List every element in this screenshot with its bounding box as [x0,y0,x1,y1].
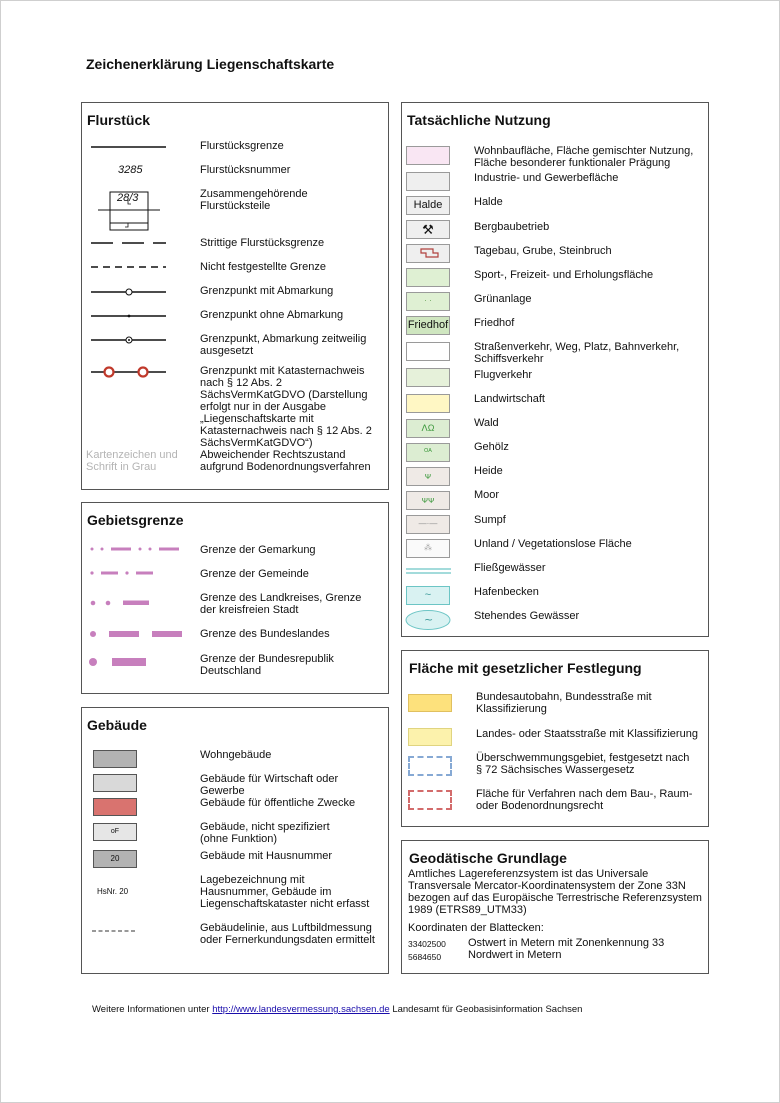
legend-grenzpunkt-mit-abmarkung: Grenzpunkt mit Abmarkung [200,285,334,297]
swatch-tagebau [406,244,450,263]
legend-flurstuecksteile: Zusammengehörende Flurstücksteile [200,188,308,212]
legend-strassenverkehr: Straßenverkehr, Weg, Platz, Bahnverkehr, Schiffsverkehr [474,341,680,365]
grey-sample: Kartenzeichen und Schrift in Grau [86,449,178,473]
legend-fliessgewaesser: Fließgewässer [474,562,546,574]
legend-moor: Moor [474,489,500,501]
swatch-verfahren [408,790,452,810]
swatch-oeffentlich [93,798,137,816]
north-value: 5684650 [408,952,442,962]
legend-unland: Unland / Vegetationslose Fläche [474,538,632,550]
hsnr-sample: HsNr. 20 [97,887,129,896]
flurstueck-symbols [88,135,208,535]
legend-friedhof: Friedhof [474,317,515,329]
fliessgewaesser-symbol [406,566,456,576]
legend-landesstrasse: Landes- oder Staatsstraße mit Klassifizierung [476,728,698,740]
swatch-autobahn [408,694,452,712]
tagebau-icon [408,245,448,261]
legend-nicht-festgestellte-grenze: Nicht festgestellte Grenze [200,261,326,273]
swatch-wohngebaeude [93,750,137,768]
legend-oeffentlich: Gebäude für öffentliche Zwecke [200,797,356,809]
legend-stehendes-gewaesser: Stehendes Gewässer [474,610,580,622]
bundesrepublik-line [89,658,146,666]
legend-gemeinde: Grenze der Gemeinde [200,568,309,580]
legend-grenzpunkt-katasternachweis: Grenzpunkt mit Katasternachweis nach § 12 Abs. 2 SächsVermKatGDVO (Darstellung erfolgt nur in der Ausgabe „Liegenschaftskarte mit Katasternachweis nach § 12 Abs. 2 SächsVermKatGDVO“) [200,365,372,449]
legend-grenzpunkt-zeitweilig: Grenzpunkt, Abmarkung zeitweilig ausgesetzt [200,333,367,357]
swatch-gehoelz: ᴼᴬ [406,443,450,462]
swatch-ueberschwemmung [408,756,452,776]
page-title: Zeichenerklärung Liegenschaftskarte [86,56,335,72]
nutzung-heading: Tatsächliche Nutzung [407,112,551,128]
gebaeude-heading: Gebäude [87,717,147,733]
building-line-symbol [90,928,150,934]
legend-hausnummer: Gebäude mit Hausnummer [200,850,333,862]
swatch-moor: ᴪᴪ [406,491,450,510]
legend-heide: Heide [474,465,503,477]
legend-verfahren: Fläche für Verfahren nach dem Bau-, Raum- oder Bodenordnungsrecht [476,788,693,812]
legend-sport: Sport-, Freizeit- und Erholungsfläche [474,269,654,281]
legend-landkreis: Grenze des Landkreises, Grenze der kreisfreien Stadt [200,592,362,616]
legend-wirtschaft: Gebäude für Wirtschaft oder Gewerbe [200,773,339,797]
legend-lagebezeichnung: Lagebezeichnung mit Hausnummer, Gebäude im Liegenschaftskataster nicht erfasst [200,874,370,910]
swatch-wirtschaft [93,774,137,792]
east-value: 33402500 [408,939,446,949]
bundesland-line [90,631,182,637]
swatch-landesstrasse [408,728,452,746]
gebietsgrenze-symbols [85,538,195,678]
legend-bergbau: Bergbaubetrieb [474,221,550,233]
geodaetisch-paragraph: Amtliches Lagereferenzsystem ist das Universale Transversale Mercator-Koordinatensystem der Zone 33N bezogen auf das Europäische Terrestrische Referenzsystem 1989 (ETRS89_UTM33) [408,868,702,916]
swatch-gruenanlage: · · [406,292,450,311]
swatch-friedhof: Friedhof [406,316,450,335]
flurstueck-heading: Flurstück [87,112,151,128]
gemeinde-line [90,571,153,574]
legend-tagebau: Tagebau, Grube, Steinbruch [474,245,612,257]
legend-gehoelz: Gehölz [474,441,509,453]
legend-gemarkung: Grenze der Gemarkung [200,544,316,556]
legend-ueberschwemmung: Überschwemmungsgebiet, festgesetzt nach § 72 Sächsisches Wassergesetz [476,752,690,776]
swatch-unland: ⁂ [406,539,450,558]
gemarkung-line [91,548,180,551]
gebietsgrenze-heading: Gebietsgrenze [87,512,184,528]
legend-hafenbecken: Hafenbecken [474,586,539,598]
parcel-number-sample: 3285 [118,164,143,176]
swatch-industrie [406,172,450,191]
legend-wohnbauflaeche: Wohnbaufläche, Fläche gemischter Nutzung, Fläche besonderer funktionaler Prägung [474,145,694,169]
cadastral-point-1 [105,368,114,377]
legend-strittige-grenze: Strittige Flurstücksgrenze [200,237,325,249]
swatch-wohnbauflaeche [406,146,450,165]
svg-text:~: ~ [424,613,434,626]
swatch-heide: ᴪ [406,467,450,486]
cadastral-point-2 [139,368,148,377]
legend-wohngebaeude: Wohngebäude [200,749,272,761]
legend-bundesland: Grenze des Bundeslandes [200,628,330,640]
legend-gebaeudelinie: Gebäudelinie, aus Luftbildmessung oder Fernerkundungsdaten ermittelt [200,922,375,946]
swatch-halde: Halde [406,196,450,215]
swatch-landwirtschaft [406,394,450,413]
legend-sumpf: Sumpf [474,514,506,526]
east-text: Ostwert in Metern mit Zonenkennung 33 [468,937,665,949]
swatch-hausnummer: 20 [93,850,137,868]
footer [92,1004,582,1015]
swatch-bergbau: ⚒ [406,220,450,239]
legend-grenzpunkt-ohne-abmarkung: Grenzpunkt ohne Abmarkung [200,309,344,321]
festlegung-heading: Fläche mit gesetzlicher Festlegung [409,660,642,676]
legend-nicht-spezifiziert: Gebäude, nicht spezifiziert (ohne Funktion) [200,821,330,845]
legend-flugverkehr: Flugverkehr [474,369,533,381]
footer-prefix: Weitere Informationen unter [92,1004,210,1015]
legend-gruenanlage: Grünanlage [474,293,532,305]
geodaetisch-heading: Geodätische Grundlage [409,850,567,866]
swatch-wald: ᐱΩ [406,419,450,438]
footer-suffix: Landesamt für Geobasisinformation Sachsen [392,1004,583,1015]
footer-link[interactable]: http://www.landesvermessung.sachsen.de [212,1004,390,1015]
swatch-flugverkehr [406,368,450,387]
parcel-parts-sample: 28/3 [117,192,139,204]
legend-bundesrepublik: Grenze der Bundesrepublik Deutschland [200,653,334,677]
legend-halde: Halde [474,196,503,208]
marked-point [126,289,132,295]
landkreis-line [91,601,149,606]
swatch-nicht-spezifiziert: oF [93,823,137,841]
legend-industrie: Industrie- und Gewerbefläche [474,172,619,184]
legend-abweichender-rechtszustand: Abweichender Rechtszustand aufgrund Bodenordnungsverfahren [200,449,371,473]
north-text: Nordwert in Metern [468,949,562,961]
legend-landwirtschaft: Landwirtschaft [474,393,545,405]
legend-autobahn: Bundesautobahn, Bundesstraße mit Klassifizierung [476,691,652,715]
swatch-sport [406,268,450,287]
legend-flurstuecksnummer: Flurstücksnummer [200,164,291,176]
swatch-hafenbecken: ~ [406,586,450,605]
unmarked-point [128,315,131,318]
legend-wald: Wald [474,417,499,429]
swatch-strassenverkehr [406,342,450,361]
swatch-sumpf: —·— [406,515,450,534]
coords-label: Koordinaten der Blattecken: [408,922,544,934]
legend-flurstuecksgrenze: Flurstücksgrenze [200,140,284,152]
stehendes-gewaesser-symbol [405,609,453,631]
